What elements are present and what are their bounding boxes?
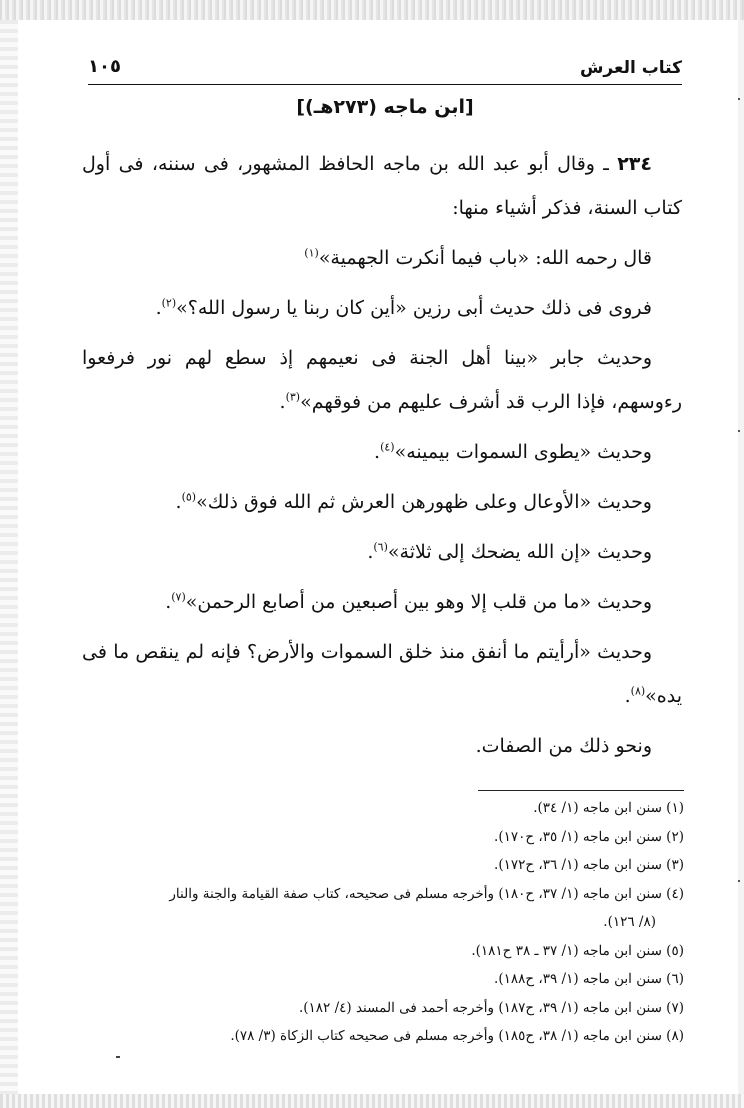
- footnote-separator: [478, 790, 684, 791]
- body-text: [82, 142, 682, 774]
- running-title: كتاب العرش: [579, 58, 682, 78]
- paragraph-2-text: قال رحمه الله: «باب فيما أنكرت الجهمية»: [318, 247, 652, 269]
- paragraph-7-period: .: [367, 541, 374, 563]
- scan-edge-left: [0, 20, 18, 1094]
- header-rule: [88, 84, 682, 85]
- scan-speck: [116, 1056, 120, 1058]
- paragraph-4: [82, 336, 682, 424]
- paragraph-2: [82, 236, 682, 280]
- footnote-7: (٧) سنن ابن ماجه (١/ ٣٩، ح١٨٧) وأخرجه أحمد فى المسند (٤/ ١٨٢).: [298, 999, 684, 1016]
- footnote-4: (٤) سنن ابن ماجه (١/ ٣٧، ح١٨٠) وأخرجه مسلم فى صحيحه، كتاب صفة القيامة والجنة والنار: [169, 885, 684, 902]
- footnote-marker-2[interactable]: (٢): [161, 296, 177, 310]
- paragraph-7-text: وحديث «إن الله يضحك إلى ثلاثة»: [387, 541, 652, 563]
- paragraph-9-text: وحديث «أرأيتم ما أنفق منذ خلق السموات والأرض؟ فإنه لم ينقص ما فى يده»: [82, 641, 682, 707]
- paragraph-7: [82, 530, 682, 574]
- paragraph-6-text: وحديث «الأوعال وعلى ظهورهن العرش ثم الله فوق ذلك»: [196, 491, 652, 513]
- paragraph-4-period: .: [279, 391, 286, 413]
- paragraph-5-period: .: [374, 441, 381, 463]
- paragraph-5: [82, 430, 682, 474]
- footnote-marker-5[interactable]: (٥): [181, 490, 197, 504]
- footnotes: [64, 794, 684, 1051]
- scan-edge-right: [738, 20, 744, 1094]
- footnote-5: (٥) سنن ابن ماجه (١/ ٣٧ ـ ٣٨ ح١٨١).: [471, 942, 684, 959]
- footnote-marker-6[interactable]: (٦): [373, 540, 388, 554]
- footnote-marker-8[interactable]: (٨): [630, 684, 646, 698]
- paragraph-8: [82, 580, 682, 624]
- scan-edge-bottom: [0, 1094, 744, 1108]
- paragraph-6-period: .: [175, 491, 182, 513]
- paragraph-8-text: وحديث «ما من قلب إلا وهو بين أصبعين من أصابع الرحمن»: [185, 591, 652, 613]
- paragraph-9: [82, 630, 682, 718]
- margin-mark: [738, 430, 740, 432]
- item-number: ٢٣٤: [617, 153, 652, 175]
- section-heading: [ابن ماجه (٢٧٣هـ)]: [296, 96, 474, 118]
- footnote-2: (٢) سنن ابن ماجه (١/ ٣٥، ح١٧٠).: [494, 828, 684, 845]
- paragraph-3: [82, 286, 682, 330]
- footnote-marker-3[interactable]: (٣): [285, 390, 301, 404]
- footnote-1: (١) سنن ابن ماجه (١/ ٣٤).: [533, 800, 684, 816]
- paragraph-6: [82, 480, 682, 524]
- paragraph-1-text: ـ وقال أبو عبد الله بن ماجه الحافظ المشهور، فى سننه، فى أول كتاب السنة، فذكر أشياء منها:: [82, 153, 682, 219]
- paragraph-3-text: فروى فى ذلك حديث أبى رزين «أين كان ربنا يا رسول الله؟»: [176, 297, 652, 319]
- page-number: ١٠٥: [88, 56, 121, 77]
- paragraph-4-text: وحديث جابر «بينا أهل الجنة فى نعيمهم إذ سطع لهم نور فرفعوا رءوسهم، فإذا الرب قد أشرف عليهم من فوقهم»: [82, 347, 682, 413]
- paragraph-9-period: .: [624, 685, 631, 707]
- paragraph-3-period: .: [155, 297, 162, 319]
- paragraph-8-period: .: [165, 591, 172, 613]
- running-head: [88, 50, 682, 86]
- paragraph-1: [82, 142, 682, 230]
- margin-mark: [738, 880, 740, 882]
- footnote-marker-1[interactable]: (١): [304, 246, 319, 260]
- footnote-marker-4[interactable]: (٤): [380, 440, 395, 454]
- footnote-4-continued: (٨/ ١٢٦).: [603, 914, 656, 930]
- footnote-marker-7[interactable]: (٧): [171, 590, 186, 604]
- footnote-3: (٣) سنن ابن ماجه (١/ ٣٦، ح١٧٢).: [494, 857, 684, 873]
- paragraph-10: ونحو ذلك من الصفات.: [475, 735, 652, 757]
- margin-mark: [738, 98, 740, 100]
- footnote-6: (٦) سنن ابن ماجه (١/ ٣٩، ح١٨٨).: [494, 971, 684, 987]
- paragraph-5-text: وحديث «يطوى السموات بيمينه»: [394, 441, 652, 463]
- footnote-8: (٨) سنن ابن ماجه (١/ ٣٨، ح١٨٥) وأخرجه مسلم فى صحيحه كتاب الزكاة (٣/ ٧٨).: [230, 1028, 684, 1044]
- scan-edge-top: [0, 0, 744, 20]
